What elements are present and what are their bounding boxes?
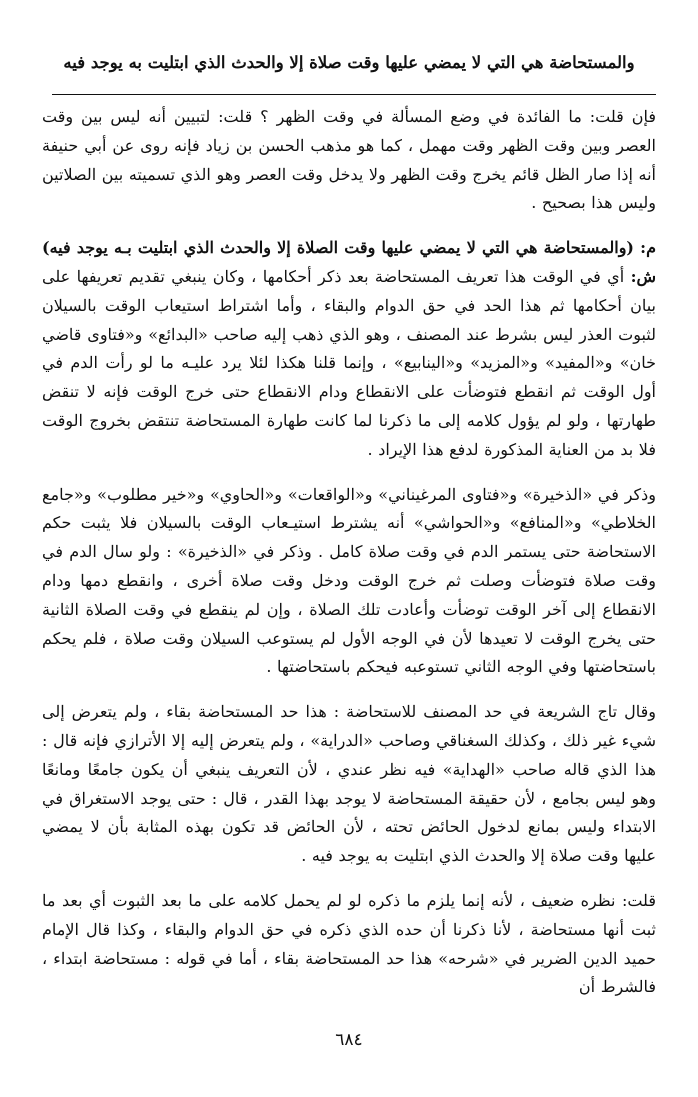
paragraph-text: أي في الوقت هذا تعريف المستحاضة بعد ذكر أحكامها ، وكان ينبغي تقديم تعريفها على بيان أحكامها ثم هذا الحد في حق الدوام والبقاء ، وأما اشتراط استيعاب الوقت بالسيلان لثبوت العذر ليس بشرط عند المصنف ، وهو الذي ذهب إليه صاحب «البدائع» و«فتاوى قاضي خان» و«المفيد» و«المزيد» و«الينابيع» ، وإنما قلنا هكذا لئلا يرد عليـه ما لو رأت الدم في أول الوقت ثم انقطع فتوضأت على الانقطاع ودام الانقطاع حتى خرج الوقت فإنه لا تنقض طهارتها ، ولو لم يؤول كلامه إلى ما ذكرنا لما كانت طهارة المستحاضة تنتقض بخروج الوقت فلا بد من العناية المذكورة لدفع هذا الإيراد . <box>42 266 657 459</box>
running-header: والمستحاضة هي التي لا يمضي عليها وقت صلاة إلا والحدث الذي ابتليت به يوجد فيه <box>63 53 635 72</box>
page-number: ٦٨٤ <box>335 1030 363 1050</box>
paragraph-1 <box>42 103 656 218</box>
paragraph-3 <box>42 481 656 683</box>
paragraph-text: وقال تاج الشريعة في حد المصنف للاستحاضة : هذا حد المستحاضة بقاء ، ولم يتعرض إلى شيء غير ذلك ، وكذلك السغناقي وصاحب «الدراية» ، ولم يتعرض إليه إلا الأترازي فإنه قال : هذا الذي قاله صاحب «الهداية» فيه نظر عندي ، لأن التعريف ينبغي أن يكون جامعًا ومانعًا وهو ليس بجامع ، لأن حقيقة المستحاضة لا يوجد بهذا القدر ، قال : حتى يوجد الاستغراق في الابتداء وليس بمانع لدخول الحائض تحته ، لأن الحائض قد تكون بهذه المثابة بأن لا يمضي عليها وقت صلاة إلا والحدث الذي ابتليت به يوجد فيه . <box>42 702 657 866</box>
paragraph-lead: م: (والمستحاضة هي التي لا يمضي عليها وقت الصلاة إلا والحدث الذي ابتليت بـه يوجد فيه) ش: <box>42 238 656 286</box>
paragraph-2 <box>42 234 656 464</box>
page-body <box>42 103 656 1002</box>
paragraph-text: وذكر في «الذخيرة» و«فتاوى المرغيناني» و«الواقعات» و«الحاوي» و«خير مطلوب» و«جامع الخلاطي» و«المنافع» و«الحواشي» أنه يشترط استيـعاب الوقت بالسيلان فلا يثبت حكم الاستحاضة حتى يستمر الدم في وقت صلاة كامل . وذكر في «الذخيرة» : ولو سال الدم في وقت صلاة فتوضأت وصلت ثم خرج الوقت ودخل وقت صلاة أخرى ، وانقطع دمها ودام الانقطاع إلى آخر الوقت توضأت وأعادت تلك الصلاة ، وإن لم ينقطع في وقت الصلاة الثانية حتى يخرج الوقت لا تعيدها لأن في الوجه الأول لم يستوعب السيلان وقت صلاة ، فلم يحكم باستحاضتها وفي الوجه الثاني تستوعبه فيحكم باستحاضتها . <box>42 484 656 677</box>
paragraph-4 <box>42 698 656 871</box>
book-page <box>42 50 656 1070</box>
paragraph-text: فإن قلت: ما الفائدة في وضع المسألة في وقت الظهر ؟ قلت: لتبيين أنه ليس بين وقت العصر وبين وقت الظهر وقت مهمل ، كما هو مذهب الحسن بن زياد فإنه روى عن أبي حنيفة أنه إذا صار الظل قائم يخرج وقت الظهر ولا يدخل وقت العصر وهو الذي تسميته بين الصلاتين وليس هذا بصحيح . <box>42 107 657 213</box>
paragraph-text: قلت: نظره ضعيف ، لأنه إنما يلزم ما ذكره لو لم يحمل كلامه على ما بعد الثبوت أي بعد ما ثبت أنها مستحاضة ، لأنا ذكرنا أن حده الذي ذكره في حق الدوام والبقاء ، وكذا قال الإمام حميد الدين الضرير في «شرحه» هذا حد المستحاضة بقاء ، أما في قوله : مستحاضة ابتداء ، فالشرط أن <box>42 890 656 997</box>
paragraph-5 <box>42 887 656 1002</box>
header-rule <box>52 94 656 95</box>
